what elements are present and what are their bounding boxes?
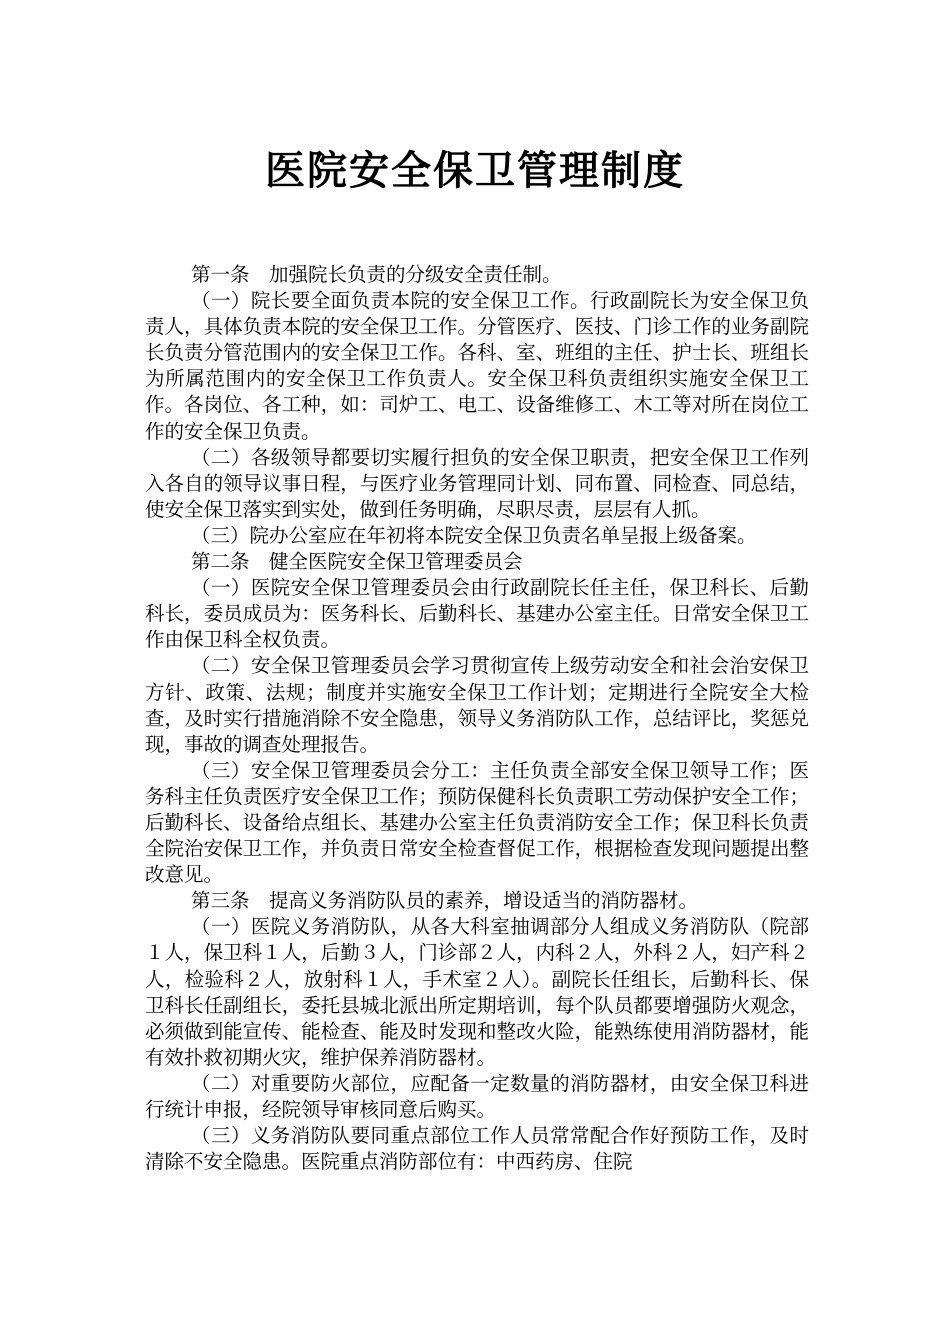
clause-paragraph: （二）安全保卫管理委员会学习贯彻宣传上级劳动安全和社会治安保卫方针、政策、法规；制度并实施安全保卫工作计划；定期进行全院安全大检查，及时实行措施消除不安全隐患，领导义务消防队工作，总结评比，奖惩兑现，事故的调查处理报告。 xyxy=(145,654,809,756)
document-title: 医院安全保卫管理制度 xyxy=(265,147,685,194)
clause-paragraph: （一）医院义务消防队，从各大科室抽调部分人组成义务消防队（院部１人，保卫科１人，后勤３人，门诊部２人，内科２人，外科２人，妇产科２人，检验科２人，放射科１人，手术室２人）。副院长任组长，后勤科长、保卫科长任副组长，委托县城北派出所定期培训，每个队员都要增强防火观念，必须做到能宣传、能检查、能及时发现和整改火险，能熟练使用消防器材，能有效扑救初期火灾，维护保养消防器材。 xyxy=(145,915,809,1069)
clause-paragraph: （三）院办公室应在年初将本院安全保卫负责名单呈报上级备案。 xyxy=(191,523,757,547)
clause-paragraph: （一）医院安全保卫管理委员会由行政副院长任主任，保卫科长、后勤科长，委员成员为：医务科长、后勤科长、基建办公室主任。日常安全保卫工作由保卫科全权负责。 xyxy=(145,576,809,652)
clause-paragraph: （二）对重要防火部位，应配备一定数量的消防器材，由安全保卫科进行统计申报，经院领导审核同意后购买。 xyxy=(145,1071,809,1121)
clause-paragraph: （三）安全保卫管理委员会分工：主任负责全部安全保卫领导工作；医务科主任负责医疗安全保卫工作；预防保健科长负责职工劳动保护安全工作；后勤科长、设备给点组长、基建办公室主任负责消防安全工作；保卫科长负责全院治安保卫工作，并负责日常安全检查督促工作，根据检查发现问题提出整改意见。 xyxy=(145,758,809,887)
article-heading: 第三条 提高义务消防队员的素养，增设适当的消防器材。 xyxy=(191,889,699,913)
article-heading: 第一条 加强院长负责的分级安全责任制。 xyxy=(191,263,562,286)
clause-paragraph: （三）义务消防队要同重点部位工作人员常常配合作好预防工作，及时清除不安全隐患。医院重点消防部位有：中西药房、住院 xyxy=(145,1124,809,1174)
article-heading: 第二条 健全医院安全保卫管理委员会 xyxy=(191,550,523,574)
clause-paragraph: （一）院长要全面负责本院的安全保卫工作。行政副院长为安全保卫负责人，具体负责本院的安全保卫工作。分管医疗、医技、门诊工作的业务副院长负责分管范围内的安全保卫工作。各科、室、班组的主任、护士长、班组长为所属范围内的安全保卫工作负责人。安全保卫科负责组织实施安全保卫工作。各岗位、各工种，如：司炉工、电工、设备维修工、木工等对所在岗位工作的安全保卫负责。 xyxy=(145,289,809,443)
document-body xyxy=(145,262,809,1175)
clause-paragraph: （二）各级领导都要切实履行担负的安全保卫职责，把安全保卫工作列入各自的领导议事日程，与医疗业务管理同计划、同布置、同检查、同总结，使安全保卫落实到实处，做到任务明确，尽职尽责，层层有人抓。 xyxy=(145,445,809,521)
